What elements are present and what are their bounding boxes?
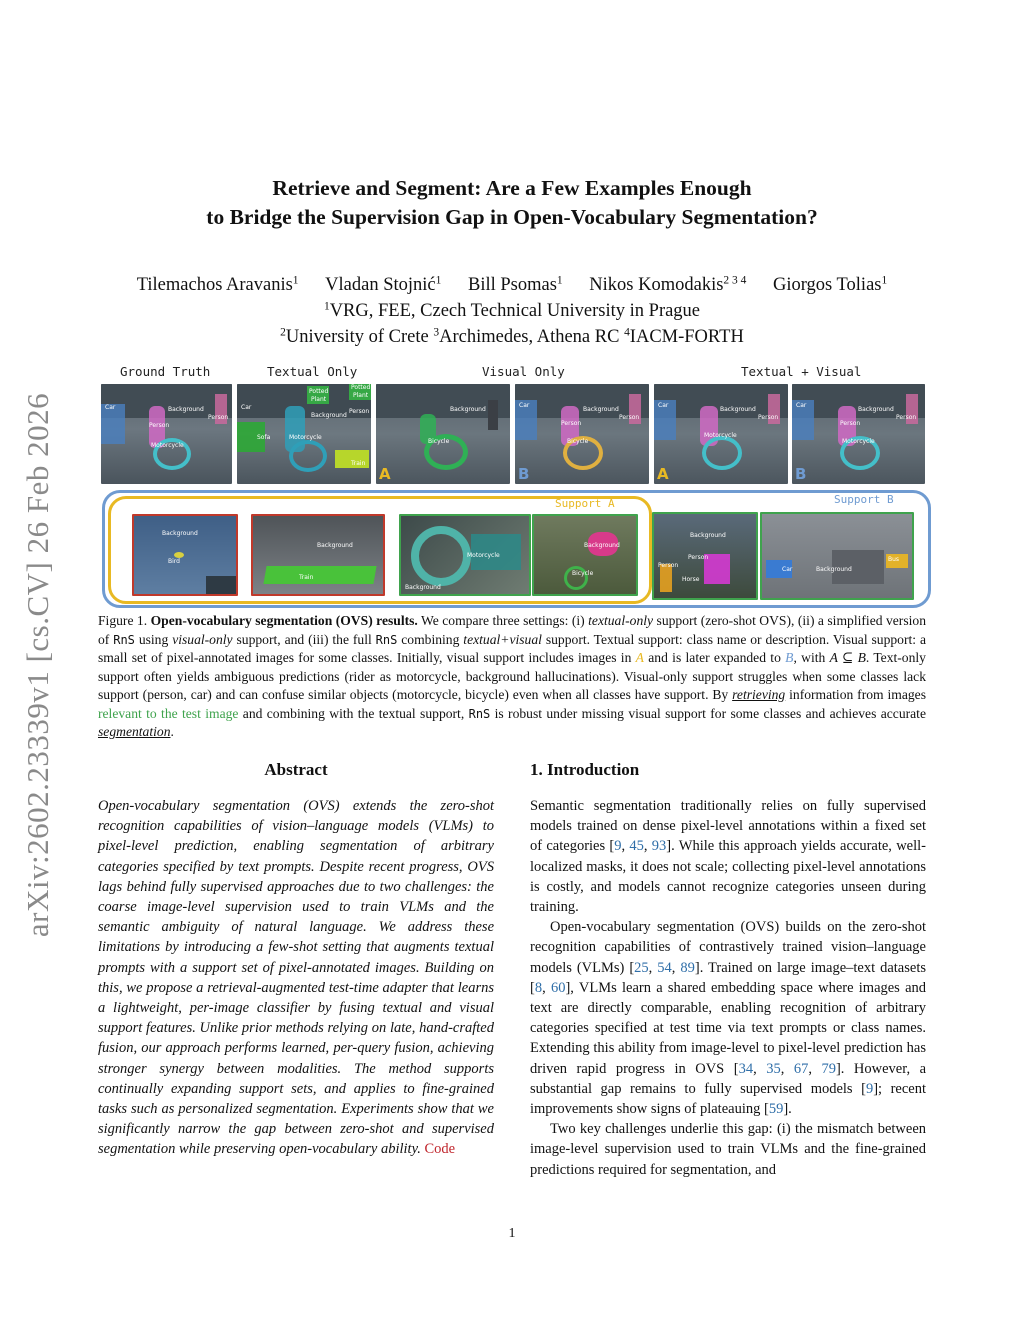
- label-motorcycle: Motorcycle: [151, 442, 184, 449]
- citation-link[interactable]: 25: [634, 959, 649, 976]
- header-textual-visual: Textual + Visual: [741, 364, 862, 379]
- citation-link[interactable]: 34: [738, 1060, 754, 1077]
- label-background: Background: [583, 406, 619, 413]
- support-image-motorcycle: [399, 514, 531, 596]
- label-person: Person: [619, 414, 640, 421]
- label-horse: Horse: [682, 576, 700, 583]
- label-person: Person: [840, 420, 861, 427]
- label-bicycle: Bicycle: [572, 570, 594, 577]
- page-number: 1: [508, 1226, 516, 1241]
- support-image-bicycle: [532, 514, 638, 596]
- badge-b: B: [518, 465, 530, 483]
- label-sofa: Sofa: [257, 434, 271, 441]
- label-background: Background: [816, 566, 852, 573]
- label-background: Background: [450, 406, 486, 413]
- badge-a: A: [379, 465, 391, 483]
- label-car: Car: [105, 404, 116, 411]
- label-background: Background: [311, 412, 347, 419]
- label-car: Car: [782, 566, 793, 573]
- label-person: Person: [149, 422, 170, 429]
- figure-1: [96, 362, 932, 604]
- badge-b: B: [795, 465, 807, 483]
- label-train: Train: [299, 574, 314, 581]
- support-image-bird: [132, 514, 238, 596]
- label-car: Car: [796, 402, 807, 409]
- label-car: Car: [658, 402, 669, 409]
- caption-title: Open-vocabulary segmentation (OVS) results.: [150, 613, 418, 628]
- author: Bill Psomas$^1$: [467, 274, 563, 295]
- author: Nikos Komodakis$^{2 3 4}$: [589, 274, 747, 295]
- intro-paragraph: Semantic segmentation traditionally relies on fully supervised models trained on dense pixel-level annotations within a fixed set of categories [9, 45, 93]. While this approach yields accurate, well-localized masks, it does not scale; collecting pixel-level annotations is costly, and models cannot recognize categories unseen during training.: [530, 798, 927, 916]
- label-potted: Potted: [351, 384, 371, 391]
- label-car: Car: [519, 402, 530, 409]
- abstract-heading: Abstract: [264, 760, 328, 779]
- label-person: Person: [561, 420, 582, 427]
- introduction-heading: 1. Introduction: [530, 760, 640, 779]
- label-background: Background: [317, 542, 353, 549]
- result-visual-only-a: [376, 384, 510, 484]
- label-background: Background: [690, 532, 726, 539]
- introduction-section: [530, 758, 926, 1180]
- support-image-train: [251, 514, 385, 596]
- paper-title: [100, 174, 924, 232]
- label-bicycle: Bicycle: [428, 438, 450, 445]
- label-person: Person: [208, 414, 229, 421]
- abstract-section: [98, 758, 494, 1160]
- citation-link[interactable]: 67: [793, 1060, 809, 1077]
- citation-link[interactable]: 9: [614, 838, 622, 855]
- support-b-title: Support B: [834, 493, 894, 506]
- affiliation-line-2: $^2$University of Crete $^3$Archimedes, Athena RC $^4$IACM-FORTH: [280, 326, 744, 347]
- label-motorcycle: Motorcycle: [467, 552, 500, 559]
- citation-link[interactable]: 54: [657, 959, 672, 976]
- citation-link[interactable]: 79: [821, 1060, 836, 1077]
- result-ground-truth: [101, 384, 232, 484]
- label-person: Person: [349, 408, 370, 415]
- citation-link[interactable]: 8: [534, 979, 543, 996]
- support-image-bus: [760, 512, 914, 600]
- author-block: [100, 272, 924, 350]
- intro-paragraph: Open-vocabulary segmentation (OVS) builds on the zero-shot recognition capabilities of contrastively trained vision–language models (VLMs) [25, 54, 89]. Trained on large image–text datasets [8, 60], VLMs learn a shared embedding space where images and text are directly comparable, enabling recognition of arbitrary categories specified at test time via text prompts or class names. Extending this ability from image-level to pixel-level prediction has driven rapid progress in OVS [34, 35, 67, 79]. However, a substantial gap remains to fully supervised models [9]; recent improvements show signs of plateauing [59].: [530, 919, 927, 1118]
- code-link[interactable]: Code: [424, 1141, 456, 1158]
- label-background: Background: [162, 530, 198, 537]
- result-textual-only: [237, 384, 371, 484]
- label-person: Person: [688, 554, 709, 561]
- arxiv-watermark: [8, 370, 68, 960]
- result-visual-only-b: [515, 384, 649, 484]
- arxiv-id: arXiv:2602.23339v1 [cs.CV] 26 Feb 2026: [20, 392, 55, 938]
- abstract-text: Open-vocabulary segmentation (OVS) extends the zero-shot recognition capabilities of vision–language models (VLMs) to pixel-level prediction, enabling segmentation of arbitrary categories specified by text prompts. Despite recent progress, OVS lags behind fully supervised approaches due to two challenges: the coarse image-level supervision used to train VLMs and the semantic ambiguity of natural language. We address these limitations by introducing a few-shot setting that augments textual prompts with a support set of pixel-annotated images. Building on this, we propose a retrieval-augmented test-time adapter that learns a lightweight, per-image classifier by fusing textual and visual support features. Unlike prior methods relying on late, hand-crafted fusion, our approach performs learned, per-query fusion, achieving stronger synergy between modalities. The method supports continually expanding support sets, and applies to fine-grained tasks such as personalized segmentation. Experiments show that we significantly narrow the gap between zero-shot and supervised segmentation while preserving open-vocabulary ability. Code: [98, 798, 494, 1158]
- label-person: Person: [658, 562, 679, 569]
- title-line-2: to Bridge the Supervision Gap in Open-Vocabulary Segmentation?: [206, 205, 818, 229]
- header-textual-only: Textual Only: [267, 364, 358, 379]
- author: Giorgos Tolias$^1$: [772, 274, 888, 295]
- label-background: Background: [168, 406, 204, 413]
- label-background: Background: [858, 406, 894, 413]
- badge-a: A: [657, 465, 669, 483]
- label-car: Car: [241, 404, 252, 411]
- figure-caption: Figure 1. Open-vocabulary segmentation (OVS) results. We compare three settings: (i) textual-only support (zero-shot OVS), (ii) a simplified version of RnS using visual-only support, and (iii) the full RnS combining textual+visual support. Textual support: class name or description. Visual support: a small set of pixel-annotated images for some classes. Initially, visual support includes images in A and is later expanded to B, with A ⊆ B. Text-only support often yields ambiguous predictions (rider as motorcycle, background hallucinations). Visual-only support struggles when some classes lack support (person, car) and can confuse similar objects (motorcycle, bicycle) even when all classes have support. By retrieving information from images relevant to the test image and combining with the textual support, RnS is robust under missing visual support for some classes and achieves accurate segmentation.: [98, 613, 926, 739]
- header-visual-only: Visual Only: [482, 364, 565, 379]
- label-background: Background: [405, 584, 441, 591]
- label-plant: Plant: [311, 396, 327, 403]
- citation-link[interactable]: 59: [768, 1101, 784, 1118]
- label-person: Person: [758, 414, 779, 421]
- affiliation-line-1: $^1$VRG, FEE, Czech Technical University in Prague: [323, 300, 701, 321]
- title-line-1: Retrieve and Segment: Are a Few Examples Enough: [272, 176, 752, 200]
- label-bus: Bus: [888, 556, 900, 563]
- author: Tilemachos Aravanis$^1$: [136, 274, 299, 295]
- author: Vladan Stojnić$^1$: [325, 274, 442, 295]
- citation-link[interactable]: 9: [865, 1080, 874, 1097]
- support-a-title: Support A: [555, 497, 615, 510]
- label-background: Background: [584, 542, 620, 549]
- label-bicycle: Bicycle: [567, 438, 589, 445]
- label-motorcycle: Motorcycle: [289, 434, 322, 441]
- citation-link[interactable]: 93: [651, 838, 667, 855]
- support-image-horse: [652, 512, 758, 600]
- result-textual-visual-a: [654, 384, 788, 484]
- label-bird: Bird: [168, 558, 180, 565]
- intro-paragraph: Two key challenges underlie this gap: (i) the mismatch between image-level supervision used to train VLMs and the fine-grained predictions required for segmentation, and: [530, 1121, 926, 1178]
- citation-link[interactable]: 45: [629, 838, 644, 855]
- author-list: [100, 272, 924, 298]
- citation-link[interactable]: 60: [550, 979, 566, 996]
- label-motorcycle: Motorcycle: [704, 432, 737, 439]
- label-background: Background: [720, 406, 756, 413]
- label-plant: Plant: [353, 392, 369, 399]
- label-train: Train: [351, 460, 366, 467]
- citation-link[interactable]: 35: [766, 1060, 781, 1077]
- label-potted: Potted: [309, 388, 329, 395]
- header-ground-truth: Ground Truth: [120, 364, 211, 379]
- label-motorcycle: Motorcycle: [842, 438, 875, 445]
- citation-link[interactable]: 89: [680, 959, 695, 976]
- result-textual-visual-b: [792, 384, 925, 484]
- label-person: Person: [896, 414, 917, 421]
